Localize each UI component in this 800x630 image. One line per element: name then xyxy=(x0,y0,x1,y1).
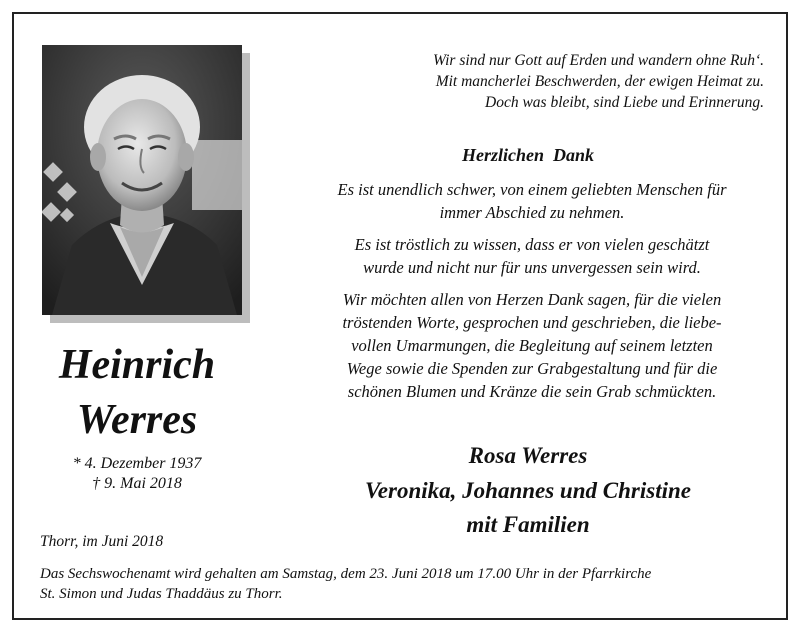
family-line-1: Rosa Werres xyxy=(468,443,588,468)
death-date: † 9. Mai 2018 xyxy=(92,475,182,492)
deceased-first-name: Heinrich xyxy=(58,342,216,388)
paragraph-line: Es ist tröstlich zu wissen, dass er von vielen geschätzt xyxy=(354,235,710,254)
life-dates xyxy=(30,454,244,494)
paragraph-line: immer Abschied zu nehmen. xyxy=(439,203,625,222)
thanks-paragraph-3 xyxy=(268,288,796,403)
birth-date: * 4. Dezember 1937 xyxy=(72,455,202,472)
deceased-last-name: Werres xyxy=(76,397,198,443)
family-line-2: Veronika, Johannes und Christine xyxy=(365,478,691,503)
portrait-image xyxy=(42,45,242,315)
paragraph-line: vollen Umarmungen, die Begleitung auf seinem letzten xyxy=(351,336,713,355)
paragraph-line: wurde und nicht nur für uns unvergessen sein wird. xyxy=(363,258,701,277)
paragraph-line: Wege sowie die Spenden zur Grabgestaltung und für die xyxy=(346,359,718,378)
notice-line: Das Sechswochenamt wird gehalten am Samstag, dem 23. Juni 2018 um 17.00 Uhr in der Pfarrkirche xyxy=(40,566,652,582)
service-notice xyxy=(40,564,780,604)
paragraph-line: tröstenden Worte, gesprochen und geschrieben, die liebe- xyxy=(342,313,722,332)
notice-line: St. Simon und Judas Thaddäus zu Thorr. xyxy=(40,586,283,602)
paragraph-line: schönen Blumen und Kränze die sein Grab schmückten. xyxy=(347,382,717,401)
poem-line: Wir sind nur Gott auf Erden und wandern ohne Ruh‘. xyxy=(433,52,764,69)
paragraph-line: Wir möchten allen von Herzen Dank sagen, für die vielen xyxy=(342,290,722,309)
poem-line: Doch was bleibt, sind Liebe und Erinnerung. xyxy=(485,94,764,111)
family-line-3: mit Familien xyxy=(466,512,590,537)
thanks-paragraph-2 xyxy=(268,233,796,279)
portrait-photo xyxy=(42,45,242,315)
thanks-paragraph-1 xyxy=(268,178,796,224)
poem xyxy=(344,50,764,113)
paragraph-line: Es ist unendlich schwer, von einem geliebten Menschen für xyxy=(337,180,727,199)
poem-line: Mit mancherlei Beschwerden, der ewigen Heimat zu. xyxy=(435,73,764,90)
thanks-title: Herzlichen Dank xyxy=(461,145,594,165)
place-date: Thorr, im Juni 2018 xyxy=(40,533,164,550)
